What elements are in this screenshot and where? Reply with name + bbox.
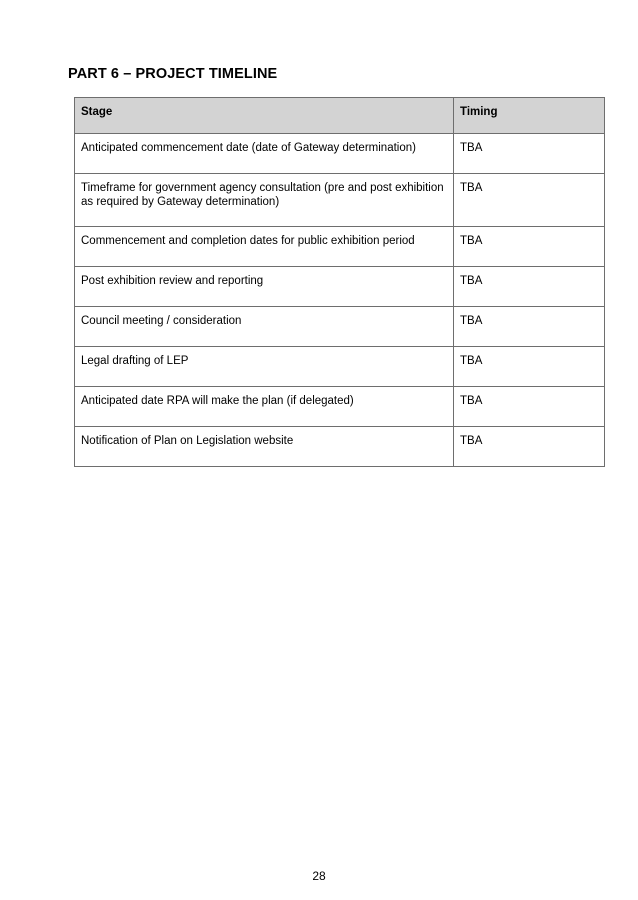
table-row (75, 267, 605, 307)
timing-cell: TBA (454, 134, 605, 174)
table-row (75, 134, 605, 174)
table-row (75, 387, 605, 427)
stage-cell: Council meeting / consideration (75, 307, 454, 347)
page-number: 28 (312, 869, 326, 883)
table-row (75, 427, 605, 467)
section-heading: PART 6 – PROJECT TIMELINE (68, 66, 278, 82)
table-header-row (75, 98, 605, 134)
table-row (75, 174, 605, 227)
table-row (75, 347, 605, 387)
table-row (75, 307, 605, 347)
stage-cell: Commencement and completion dates for public exhibition period (75, 227, 454, 267)
project-timeline-table (74, 97, 605, 467)
stage-cell: Anticipated date RPA will make the plan (if delegated) (75, 387, 454, 427)
column-header-timing: Timing (454, 98, 605, 134)
stage-cell: Post exhibition review and reporting (75, 267, 454, 307)
timing-cell: TBA (454, 227, 605, 267)
table-row (75, 227, 605, 267)
timing-cell: TBA (454, 427, 605, 467)
column-header-stage: Stage (75, 98, 454, 134)
timing-cell: TBA (454, 347, 605, 387)
timing-cell: TBA (454, 387, 605, 427)
timing-cell: TBA (454, 307, 605, 347)
stage-cell: Timeframe for government agency consultation (pre and post exhibition as required by Gateway determination) (75, 174, 454, 227)
stage-cell: Notification of Plan on Legislation website (75, 427, 454, 467)
timing-cell: TBA (454, 267, 605, 307)
stage-cell: Anticipated commencement date (date of Gateway determination) (75, 134, 454, 174)
timing-cell: TBA (454, 174, 605, 227)
stage-cell: Legal drafting of LEP (75, 347, 454, 387)
